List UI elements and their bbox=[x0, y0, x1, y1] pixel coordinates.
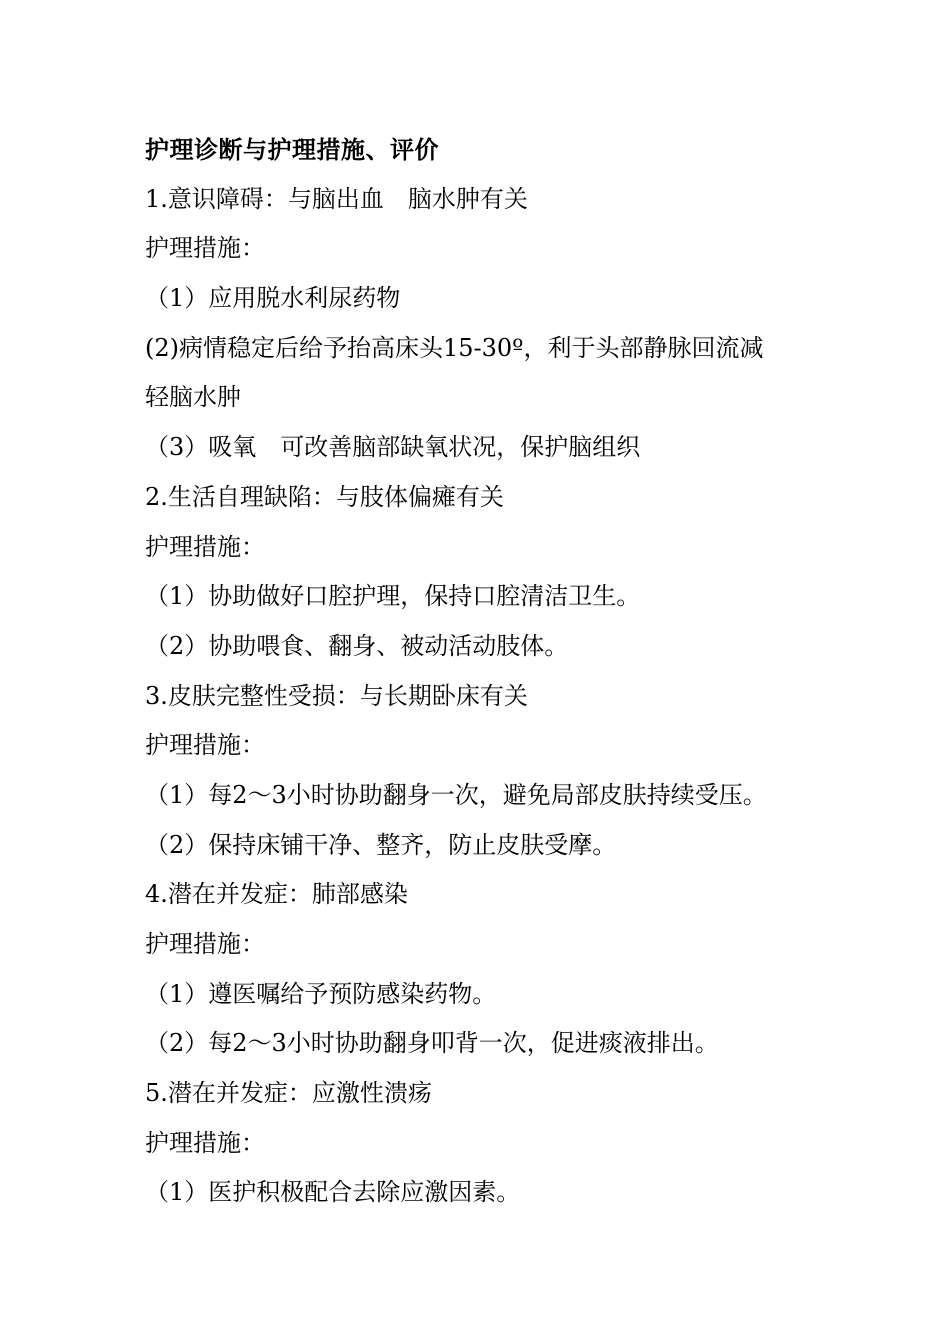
diagnosis-heading-1: 1.意识障碍：与脑出血 脑水肿有关 bbox=[145, 184, 528, 213]
diagnosis-heading-4: 4.潜在并发症：肺部感染 bbox=[145, 880, 408, 909]
measure-item: （2）保持床铺干净、整齐，防止皮肤受摩。 bbox=[145, 830, 617, 859]
diagnosis-heading-2: 2.生活自理缺陷：与肢体偏瘫有关 bbox=[145, 482, 504, 511]
measures-label: 护理措施： bbox=[145, 930, 265, 958]
measure-item: （2）协助喂食、翻身、被动活动肢体。 bbox=[145, 631, 569, 660]
measure-item: （2）每2～3小时协助翻身叩背一次，促进痰液排出。 bbox=[145, 1029, 719, 1058]
document-body bbox=[145, 125, 825, 1218]
measures-label: 护理措施： bbox=[145, 532, 265, 561]
measure-item: （1）应用脱水利尿药物 bbox=[145, 284, 401, 313]
measure-item: （1）遵医嘱给予预防感染药物。 bbox=[145, 979, 497, 1008]
measure-item: （3）吸氧 可改善脑部缺氧状况，保护脑组织 bbox=[145, 433, 641, 462]
document-title: 护理诊断与护理措施、评价 bbox=[145, 135, 439, 164]
measure-item: （1）每2～3小时协助翻身一次，避免局部皮肤持续受压。 bbox=[145, 780, 767, 809]
measures-label: 护理措施： bbox=[145, 1128, 265, 1157]
measure-item: （1）协助做好口腔护理，保持口腔清洁卫生。 bbox=[145, 582, 641, 611]
measures-label: 护理措施： bbox=[145, 731, 265, 760]
diagnosis-heading-3: 3.皮肤完整性受损：与长期卧床有关 bbox=[145, 681, 528, 710]
measure-item: (2)病情稳定后给予抬高床头15-30º，利于头部静脉回流减 bbox=[145, 333, 764, 362]
measure-item-continuation: 轻脑水肿 bbox=[145, 383, 241, 412]
measures-label: 护理措施： bbox=[145, 234, 265, 263]
diagnosis-heading-5: 5.潜在并发症：应激性溃疡 bbox=[145, 1079, 432, 1108]
measure-item: （1）医护积极配合去除应激因素。 bbox=[145, 1178, 521, 1207]
